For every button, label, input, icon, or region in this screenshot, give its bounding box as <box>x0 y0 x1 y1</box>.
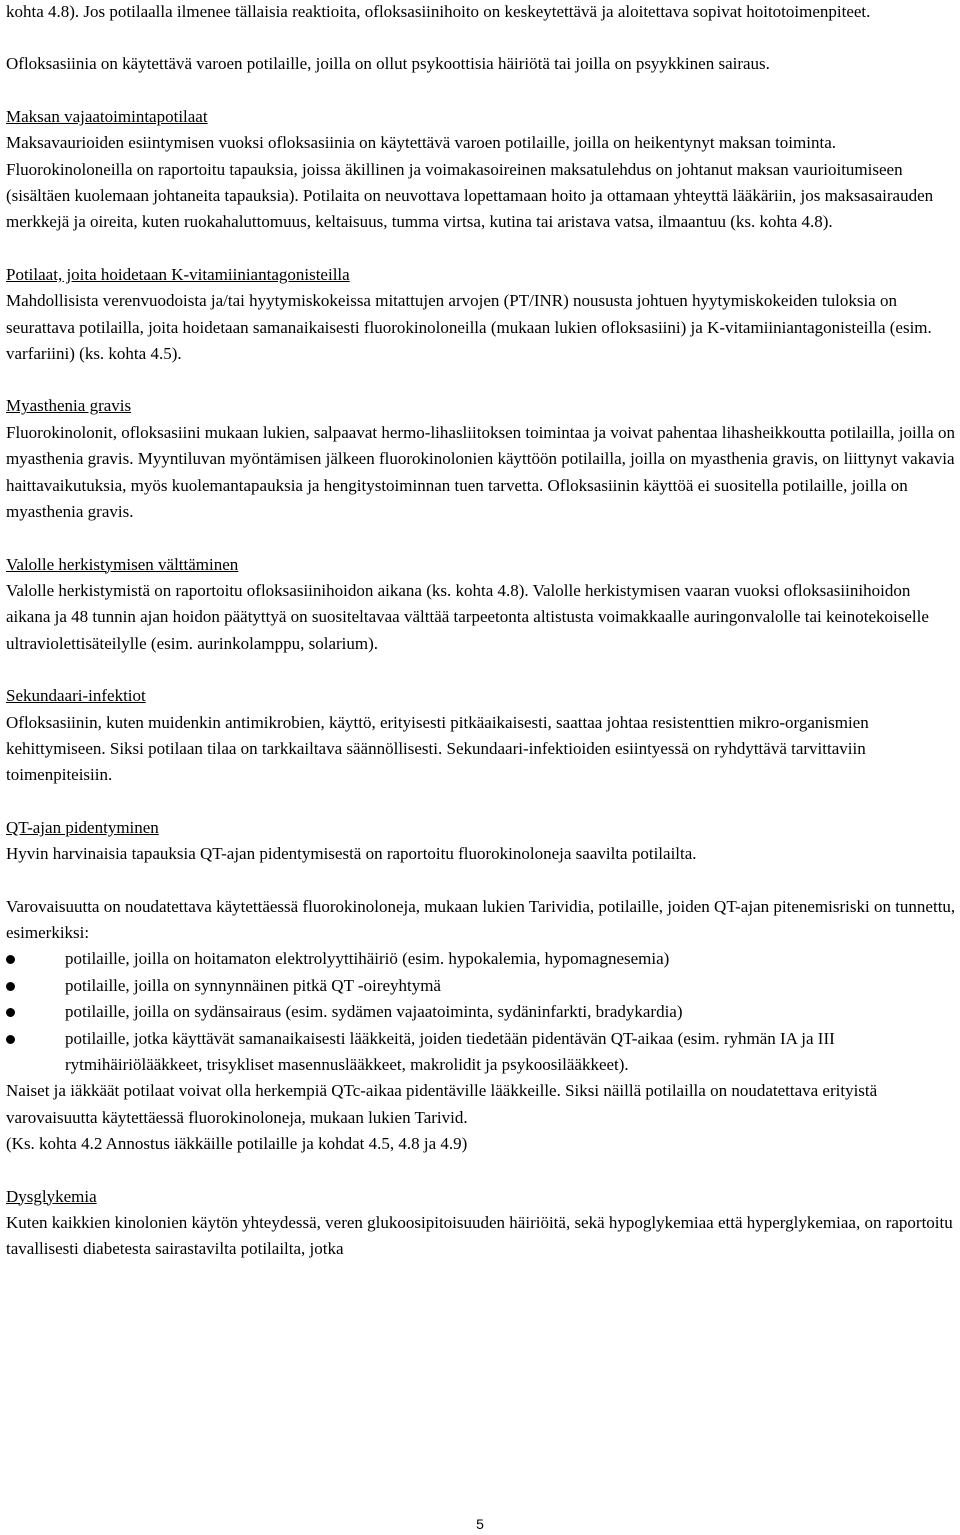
spacer <box>6 236 958 262</box>
dysglycemia-paragraph: Kuten kaikkien kinolonien käytön yhteydessä, veren glukoosipitoisuuden häiriöitä, sekä hypoglykemiaa että hyperglykemiaa, on raportoitu tavallisesti diabetesta sairastavilta potilailta, jotka <box>6 1213 953 1259</box>
intro-paragraph-2: Ofloksasiinia on käytettävä varoen potilaille, joilla on ollut psykoottisia häiriötä tai joilla on psyykkinen sairaus. <box>6 54 770 74</box>
spacer <box>6 657 958 683</box>
spacer <box>6 78 958 104</box>
section-heading-qt: QT-ajan pidentyminen <box>6 817 159 837</box>
list-item-text: potilaille, joilla on sydänsairaus (esim. sydämen vajaatoiminta, sydäninfarkti, bradykardia) <box>65 1002 683 1022</box>
spacer <box>6 1158 958 1184</box>
list-item-text: potilaille, joilla on hoitamaton elektrolyyttihäiriö (esim. hypokalemia, hypomagnesemia) <box>65 949 670 969</box>
section-paragraph-secondary-infections: Ofloksasiinin, kuten muidenkin antimikrobien, käyttö, erityisesti pitkäaikaisesti, saattaa johtaa resistenttien mikro-organismien kehittymiseen. Siksi potilaan tilaa on tarkkailtava säännöllisesti. Sekundaari-infektioiden esiintyessä on ryhdyttävä tarvittaviin toimenpiteisiin. <box>6 712 869 785</box>
list-item-text: potilaille, joilla on synnynnäinen pitkä QT -oireyhtymä <box>65 975 441 995</box>
section-paragraph-vitamin-k: Mahdollisista verenvuodoista ja/tai hyytymiskokeissa mitattujen arvojen (PT/INR) noususta johtuen hyytymiskokeiden tuloksia on seurattava potilailla, joita hoidetaan samanaikaisesti fluorokinoloneilla (mukaan lukien ofloksasiini) ja K-vitamiiniantagonisteilla (esim. varfariini) (ks. kohta 4.5). <box>6 291 932 364</box>
document-page <box>6 0 958 1263</box>
section-heading-liver: Maksan vajaatoimintapotilaat <box>6 106 208 126</box>
list-item <box>6 999 958 1025</box>
bullet-icon <box>6 982 15 991</box>
spacer <box>6 868 958 894</box>
qt-reference: (Ks. kohta 4.2 Annostus iäkkäille potilaille ja kohdat 4.5, 4.8 ja 4.9) <box>6 1134 468 1154</box>
qt-risk-list <box>6 946 958 1078</box>
list-item <box>6 1026 958 1079</box>
section-heading-secondary-infections: Sekundaari-infektiot <box>6 686 146 706</box>
spacer <box>6 367 958 393</box>
spacer <box>6 789 958 815</box>
spacer <box>6 25 958 51</box>
page-number: 5 <box>476 1516 484 1532</box>
section-paragraph-liver: Maksavaurioiden esiintymisen vuoksi ofloksasiinia on käytettävä varoen potilaille, joilla on heikentynyt maksan toiminta. Fluorokinoloneilla on raportoitu tapauksia, joissa äkillinen ja voimakasoireinen maksatulehdus on johtanut maksan vaurioitumiseen (sisältäen kuolemaan johtaneita tapauksia). Potilaita on neuvottava lopettamaan hoito ja ottamaan yhteyttä lääkäriin, jos maksasairauden merkkejä ja oireita, kuten ruokahaluttomuus, keltaisuus, tumma virtsa, kutina tai aristava vatsa, ilmaantuu (ks. kohta 4.8). <box>6 133 934 232</box>
qt-paragraph-1: Hyvin harvinaisia tapauksia QT-ajan pidentymisestä on raportoitu fluorokinoloneja saavilta potilailta. <box>6 844 697 864</box>
bullet-icon <box>6 1008 15 1017</box>
qt-intro-paragraph: Varovaisuutta on noudatettava käytettäessä fluorokinoloneja, mukaan lukien Tarividia, potilaille, joiden QT-ajan pitenemisriski on tunnettu, esimerkiksi: <box>6 896 956 942</box>
section-paragraph-photosensitivity: Valolle herkistymistä on raportoitu ofloksasiinihoidon aikana (ks. kohta 4.8). Valolle herkistymisen vaaran vuoksi ofloksasiinihoidon aikana ja 48 tunnin ajan hoidon päätyttyä on suositeltavaa välttää tarpeetonta altistusta voimakkaalle auringonvalolle tai keinotekoiselle ultraviolettisäteilylle (esim. aurinkolamppu, solarium). <box>6 580 929 653</box>
bullet-icon <box>6 955 15 964</box>
list-item-text: potilaille, jotka käyttävät samanaikaisesti lääkkeitä, joiden tiedetään pidentävän QT-aikaa (esim. ryhmän IA ja III rytmihäiriölääkkeet, trisykliset masennuslääkkeet, makrolidit ja psykoosilääkkeet). <box>65 1028 835 1074</box>
intro-paragraph-1: kohta 4.8). Jos potilaalla ilmenee tällaisia reaktioita, ofloksasiinihoito on keskeytettävä ja aloitettava sopivat hoitotoimenpiteet. <box>6 2 871 21</box>
section-heading-myasthenia: Myasthenia gravis <box>6 396 132 416</box>
bullet-icon <box>6 1035 15 1044</box>
section-heading-vitamin-k: Potilaat, joita hoidetaan K-vitamiiniantagonisteilla <box>6 264 350 284</box>
section-heading-dysglycemia: Dysglykemia <box>6 1186 97 1206</box>
list-item <box>6 973 958 999</box>
qt-after-paragraph: Naiset ja iäkkäät potilaat voivat olla herkempiä QTc-aikaa pidentäville lääkkeille. Siksi näillä potilailla on noudatettava erityistä varovaisuutta käytettäessä fluorokinoloneja, mukaan lukien Tarivid. <box>6 1081 878 1127</box>
list-item <box>6 946 958 972</box>
section-paragraph-myasthenia: Fluorokinolonit, ofloksasiini mukaan lukien, salpaavat hermo-lihasliitoksen toimintaa ja voivat pahentaa lihasheikkoutta potilailla, joilla on myasthenia gravis. Myyntiluvan myöntämisen jälkeen fluorokinolonien käyttöön potilailla, joilla on myasthenia gravis, on liittynyt vakavia haittavaikutuksia, myös kuolemantapauksia ja hengitystoiminnan tuen tarvetta. Ofloksasiinin käyttöä ei suositella potilaille, joilla on myasthenia gravis. <box>6 422 955 522</box>
section-heading-photosensitivity: Valolle herkistymisen välttäminen <box>6 554 239 574</box>
spacer <box>6 526 958 552</box>
